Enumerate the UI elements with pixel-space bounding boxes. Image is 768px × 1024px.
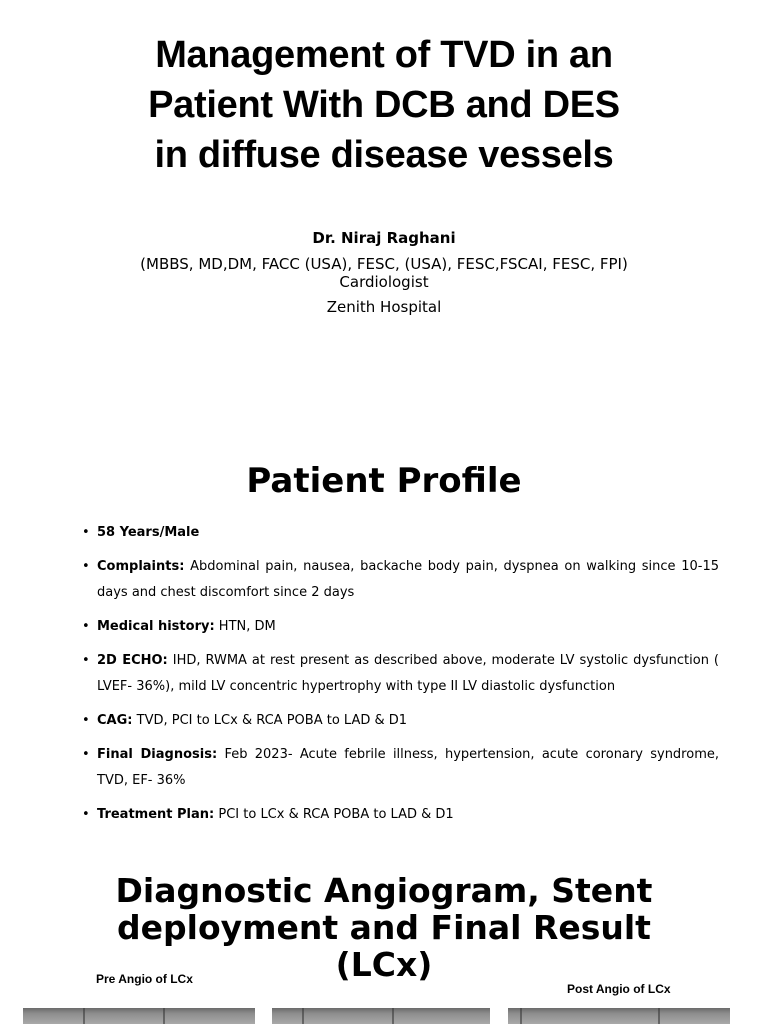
item-text: HTN, DM [218, 619, 276, 634]
list-item [82, 648, 719, 700]
list-item [82, 742, 719, 794]
vessel-shadow [658, 1008, 660, 1024]
list-item [82, 520, 719, 546]
item-label: Medical history: [97, 619, 215, 634]
bullet-icon: • [82, 619, 90, 634]
angiogram-heading-line-1: Diagnostic Angiogram, Stent [115, 871, 653, 910]
item-text: TVD, PCI to LCx & RCA POBA to LAD & D1 [136, 713, 408, 728]
bullet-icon: • [82, 713, 90, 728]
post-angio-caption: Post Angio of LCx [567, 982, 671, 996]
author-credentials: (MBBS, MD,DM, FACC (USA), FESC, (USA), FESC,FSCAI, FESC, FPI) [140, 255, 628, 273]
slide-title [0, 30, 768, 180]
list-item [82, 802, 719, 828]
angiogram-image-1 [23, 1008, 255, 1024]
author-name: Dr. Niraj Raghani [312, 229, 456, 247]
author-hospital: Zenith Hospital [326, 298, 442, 316]
patient-profile-list [82, 520, 719, 836]
bullet-icon: • [82, 525, 90, 540]
slide-title-line-1: Management of TVD in an [155, 34, 613, 76]
vessel-shadow [302, 1008, 304, 1024]
author-role: Cardiologist [339, 273, 429, 291]
vessel-shadow [163, 1008, 165, 1024]
bullet-icon: • [82, 559, 90, 574]
vessel-shadow [83, 1008, 85, 1024]
item-text: IHD, RWMA at rest present as described above, moderate LV systolic dysfunction ( LVEF- 36%), mild LV concentric hypertrophy with type II LV diastolic dysfunction [97, 653, 719, 694]
vessel-shadow [520, 1008, 522, 1024]
angiogram-image-2 [272, 1008, 490, 1024]
angiogram-heading [0, 872, 768, 983]
item-text: Abdominal pain, nausea, backache body pain, dyspnea on walking since 10-15 days and chest discomfort since 2 days [97, 559, 719, 600]
pre-angio-caption: Pre Angio of LCx [96, 972, 193, 986]
angiogram-heading-line-2: deployment and Final Result [117, 908, 651, 947]
item-label: 2D ECHO: [97, 653, 168, 668]
item-text: PCI to LCx & RCA POBA to LAD & D1 [218, 807, 454, 822]
vessel-shadow [392, 1008, 394, 1024]
angiogram-image-3 [508, 1008, 730, 1024]
item-label: CAG: [97, 713, 133, 728]
bullet-icon: • [82, 747, 90, 762]
item-label: Final Diagnosis: [97, 747, 218, 762]
list-item [82, 708, 719, 734]
patient-profile-heading: Patient Profile [246, 461, 522, 501]
angiogram-heading-line-3: (LCx) [335, 945, 433, 984]
item-label: 58 Years/Male [97, 525, 200, 540]
slide-title-line-2: Patient With DCB and DES [148, 84, 620, 126]
item-text: Feb 2023- Acute febrile illness, hypertension, acute coronary syndrome, TVD, EF- 36% [97, 747, 719, 788]
list-item [82, 554, 719, 606]
item-label: Complaints: [97, 559, 185, 574]
bullet-icon: • [82, 653, 90, 668]
item-label: Treatment Plan: [97, 807, 215, 822]
slide-title-line-3: in diffuse disease vessels [154, 134, 614, 176]
bullet-icon: • [82, 807, 90, 822]
list-item [82, 614, 719, 640]
